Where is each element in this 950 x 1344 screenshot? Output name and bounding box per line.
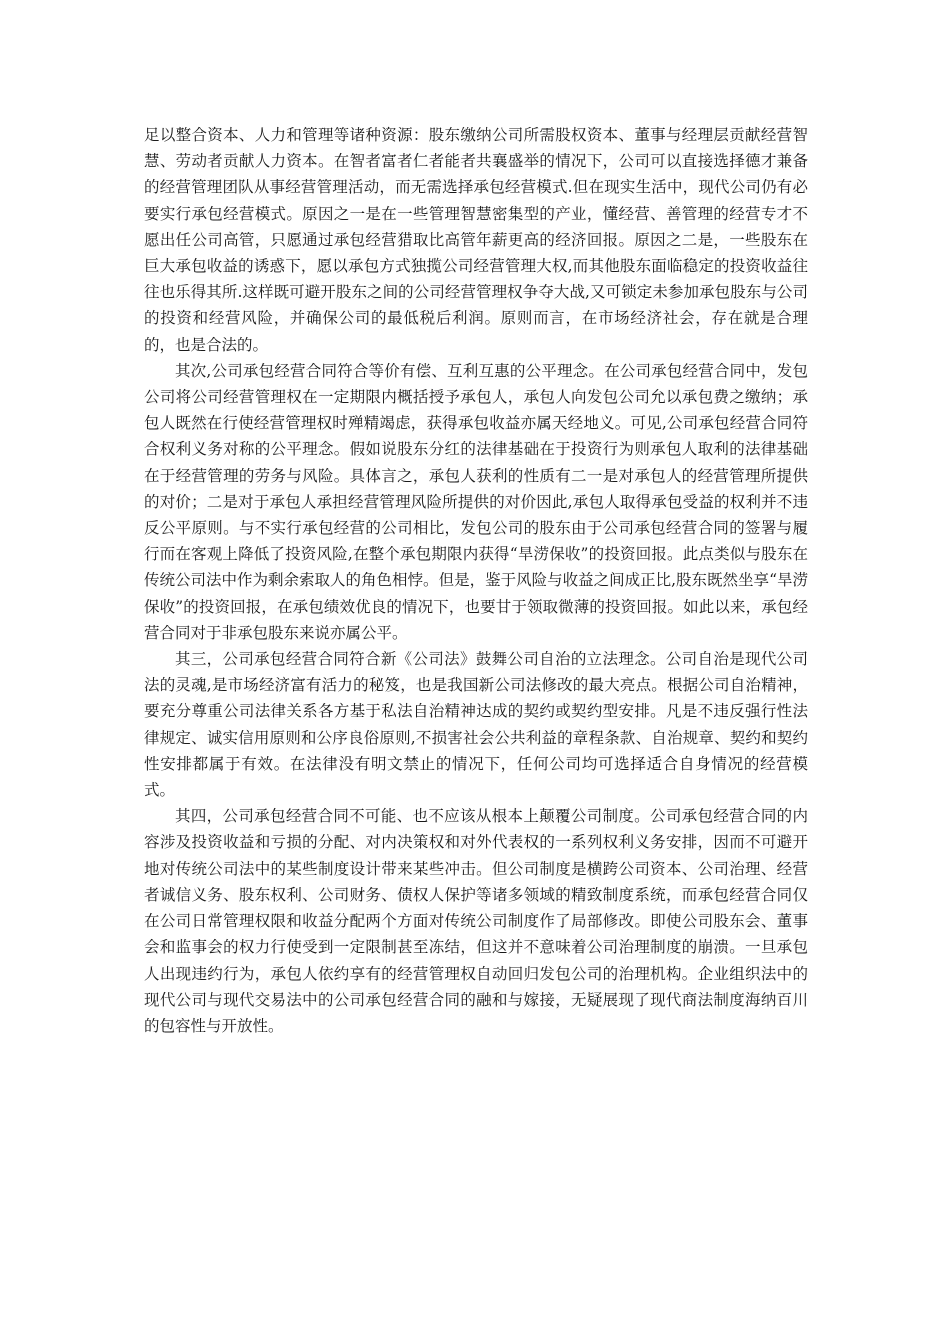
paragraph-2: 其次,公司承包经营合同符合等价有偿、互利互惠的公平理念。在公司承包经营合同中，发包公司将公司经营管理权在一定期限内概括授予承包人，承包人向发包公司允以承包费之缴纳；承包人既然在行使经营管理权时殚精竭虑，获得承包收益亦属天经地义。可见,公司承包经营合同符合权利义务对称的公平理念。假如说股东分红的法律基础在于投资行为则承包人取利的法律基础在于经营管理的劳务与风险。具体言之，承包人获利的性质有二一是对承包人的经营管理所提供的对价；二是对于承包人承担经营管理风险所提供的对价因此,承包人取得承包受益的权利并不违反公平原则。与不实行承包经营的公司相比，发包公司的股东由于公司承包经营合同的签署与履行而在客观上降低了投资风险,在整个承包期限内获得“旱涝保收”的投资回报。此点类似与股东在传统公司法中作为剩余索取人的角色相悖。但是，鉴于风险与收益之间成正比,股东既然坐享“旱涝保收”的投资回报，在承包绩效优良的情况下，也要甘于领取微薄的投资回报。如此以来，承包经营合同对于非承包股东来说亦属公平。: [144, 361, 808, 642]
paragraph-4: 其四，公司承包经营合同不可能、也不应该从根本上颠覆公司制度。公司承包经营合同的内容涉及投资收益和亏损的分配、对内决策权和对外代表权的一系列权利义务安排，因而不可避开地对传统公司法中的某些制度设计带来某些冲击。但公司制度是横跨公司资本、公司治理、经营者诚信义务、股东权利、公司财务、债权人保护等诸多领域的精致制度系统，而承包经营合同仅在公司日常管理权限和收益分配两个方面对传统公司制度作了局部修改。即使公司股东会、董事会和监事会的权力行使受到一定限制甚至冻结，但这并不意味着公司治理制度的崩溃。一旦承包人出现违约行为，承包人依约享有的经营管理权自动回归发包公司的治理机构。企业组织法中的现代公司与现代交易法中的公司承包经营合同的融和与嫁接，无疑展现了现代商法制度海纳百川的包容性与开放性。: [144, 807, 808, 1035]
paragraph-3: 其三，公司承包经营合同符合新《公司法》鼓舞公司自治的立法理念。公司自治是现代公司法的灵魂,是市场经济富有活力的秘笈，也是我国新公司法修改的最大亮点。根据公司自治精神，要充分尊重公司法律关系各方基于私法自治精神达成的契约或契约型安排。凡是不违反强行性法律规定、诚实信用原则和公序良俗原则,不损害社会公共利益的章程条款、自治规章、契约和契约性安排都属于有效。在法律没有明文禁止的情况下，任何公司均可选择适合自身情况的经营模式。: [144, 650, 808, 800]
document-body: [144, 122, 808, 1039]
paragraph-1: 足以整合资本、人力和管理等诸种资源：股东缴纳公司所需股权资本、董事与经理层贡献经营智慧、劳动者贡献人力资本。在智者富者仁者能者共襄盛举的情况下，公司可以直接选择德才兼备的经营管理团队从事经营管理活动，而无需选择承包经营模式.但在现实生活中，现代公司仍有必要实行承包经营模式。原因之一是在一些管理智慧密集型的产业，懂经营、善管理的经营专才不愿出任公司高管，只愿通过承包经营猎取比高管年薪更高的经济回报。原因之二是，一些股东在巨大承包收益的诱惑下，愿以承包方式独揽公司经营管理大权,而其他股东面临稳定的投资收益往往也乐得其所.这样既可避开股东之间的公司经营管理权争夺大战,又可锁定未参加承包股东与公司的投资和经营风险，并确保公司的最低税后利润。原则而言，在市场经济社会，存在就是合理的，也是合法的。: [144, 126, 808, 354]
